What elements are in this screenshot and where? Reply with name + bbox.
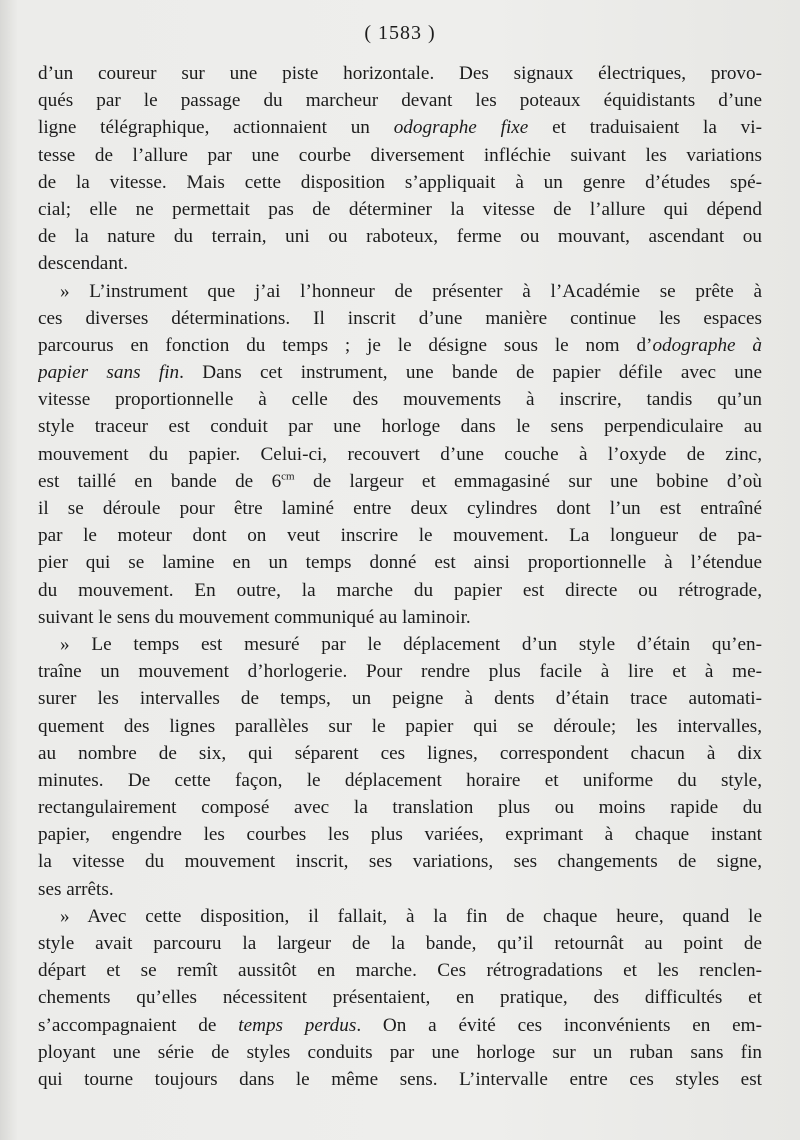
text-line: suivant le sens du mouvement communiqué au laminoir. (38, 606, 471, 628)
text-line: d’un coureur sur une piste horizontale. Des signaux électriques, provo- (38, 63, 762, 84)
text-line: qués par le passage du marcheur devant les poteaux équidistants d’une (38, 90, 762, 112)
unit-superscript: cm (281, 470, 295, 483)
text-line: pier qui se lamine en un temps donné est ainsi proportionnelle à l’étendue (38, 552, 762, 574)
italic-term: odographe fixe (393, 117, 529, 139)
text-span: ligne télégraphique, actionnaient un (38, 117, 394, 139)
text-line: par le moteur dont on veut inscrire le mouvement. La longueur de pa- (38, 525, 762, 547)
page-number: ( 1583 ) (364, 22, 436, 44)
italic-term: temps perdus (238, 1014, 357, 1036)
text-line: qui tourne toujours dans le même sens. L’intervalle entre ces styles est (38, 1068, 762, 1090)
italic-term: odographe à (652, 334, 762, 356)
text-line: il se déroule pour être laminé entre deux cylindres dont l’un est entraîné (38, 498, 762, 519)
text-span: . On a évité ces inconvénients en em- (356, 1014, 762, 1036)
text-line: rectangulairement composé avec la translation plus ou moins rapide du (38, 797, 762, 819)
text-line: départ et se remît aussitôt en marche. Ces rétrogradations et les renclen- (38, 960, 762, 982)
text-line: chements qu’elles nécessitent présentaient, en pratique, des difficultés et (38, 987, 762, 1009)
text-span: est taillé en bande de 6 (38, 470, 282, 492)
text-line: style traceur est conduit par une horloge dans le sens perpendiculaire au (38, 416, 762, 438)
text-line: tesse de l’allure par une courbe diversement infléchie suivant les variations (38, 144, 762, 166)
text-span: s’accompagnaient de (38, 1014, 239, 1036)
italic-term: papier sans fin (38, 362, 180, 384)
text-line: papier, engendre les courbes les plus variées, exprimant à chaque instant (38, 824, 762, 846)
text-line: » L’instrument que j’ai l’honneur de présenter à l’Académie se prête à (60, 280, 762, 302)
text-span: parcourus en fonction du temps ; je le désigne sous le nom d’ (38, 334, 653, 356)
body-text (38, 60, 762, 1093)
text-line: ces diverses déterminations. Il inscrit d’une manière continue les espaces (38, 307, 762, 329)
text-line: surer les intervalles de temps, un peigne à dents d’étain trace automati- (38, 688, 762, 710)
text-line: cial; elle ne permettait pas de déterminer la vitesse de l’allure qui dépend (38, 198, 762, 220)
text-line: quement des lignes parallèles sur le papier qui se déroule; les intervalles, (38, 715, 762, 737)
text-line (38, 1012, 762, 1039)
text-line: mouvement du papier. Celui-ci, recouvert d’une couche à l’oxyde de zinc, (38, 443, 762, 465)
text-line: » Le temps est mesuré par le déplacement d’un style d’étain qu’en- (60, 633, 762, 655)
text-line: vitesse proportionnelle à celle des mouvements à inscrire, tandis qu’un (38, 389, 762, 411)
text-line: minutes. De cette façon, le déplacement horaire et uniforme du style, (38, 769, 762, 791)
text-line: » Avec cette disposition, il fallait, à la fin de chaque heure, quand le (60, 905, 762, 927)
text-line: au nombre de six, qui séparent ces lignes, correspondent chacun à dix (38, 742, 762, 764)
text-line (38, 468, 762, 495)
text-line: ses arrêts. (38, 878, 114, 900)
text-line: la vitesse du mouvement inscrit, ses variations, ses changements de signe, (38, 851, 762, 873)
text-span: et traduisaient la vi- (528, 117, 762, 139)
text-line: traîne un mouvement d’horlogerie. Pour rendre plus facile à lire et à me- (38, 661, 762, 683)
text-line (38, 359, 762, 386)
text-line: descendant. (38, 253, 129, 275)
text-line: de la nature du terrain, uni ou raboteux, ferme ou mouvant, ascendant ou (38, 226, 762, 248)
text-line (38, 332, 762, 359)
text-line: du mouvement. En outre, la marche du papier est directe ou rétrograde, (38, 579, 762, 601)
text-span: de largeur et emmagasiné sur une bobine d’où (294, 470, 762, 492)
text-line: ployant une série de styles conduits par une horloge sur un ruban sans fin (38, 1041, 762, 1063)
text-line: style avait parcouru la largeur de la bande, qu’il retournât au point de (38, 933, 762, 954)
text-line (38, 114, 762, 141)
text-span: . Dans cet instrument, une bande de papier défile avec une (179, 362, 762, 384)
text-line: de la vitesse. Mais cette disposition s’appliquait à un genre d’études spé- (38, 171, 762, 193)
